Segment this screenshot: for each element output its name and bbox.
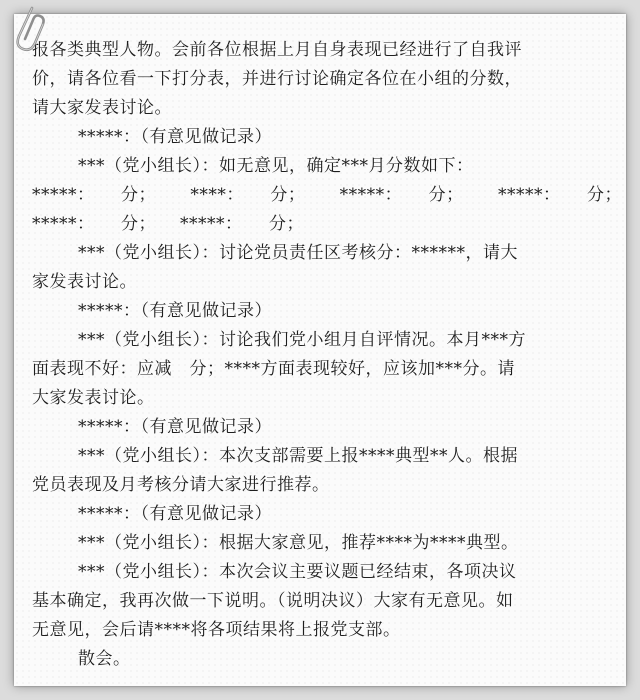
text-line: 家发表讨论。 bbox=[32, 272, 137, 292]
text-line: 散会。 bbox=[78, 649, 131, 669]
text-line: ***（党小组长）：本次支部需要上报****典型**人。根据 bbox=[78, 446, 518, 466]
score-row bbox=[32, 210, 622, 239]
score-cell: *****： 分； bbox=[497, 185, 622, 205]
text-line: ***（党小组长）：根据大家意见，推荐****为****典型。 bbox=[78, 533, 519, 553]
text-line: *****：（有意见做记录） bbox=[78, 417, 272, 437]
text-line: 党员表现及月考核分请大家进行推荐。 bbox=[32, 475, 330, 495]
text-line: 价，请各位看一下打分表，并进行讨论确定各位在小组的分数， bbox=[32, 69, 522, 89]
text-line: ***（党小组长）：讨论我们党小组月自评情况。本月***方 bbox=[78, 330, 526, 350]
text-line: 大家发表讨论。 bbox=[32, 388, 155, 408]
document-body bbox=[32, 36, 622, 674]
text-line: ***（党小组长）：本次会议主要议题已经结束，各项决议 bbox=[78, 562, 517, 582]
text-line: *****：（有意见做记录） bbox=[78, 127, 272, 147]
score-cell: *****： 分； bbox=[180, 214, 304, 234]
score-cell: *****： 分； bbox=[32, 185, 156, 205]
text-line: 无意见，会后请****将各项结果将上报党支部。 bbox=[32, 620, 401, 640]
text-line: 基本确定，我再次做一下说明。（说明决议）大家有无意见。如 bbox=[32, 591, 514, 611]
text-line: 面表现不好：应减 分；****方面表现较好，应该加***分。请 bbox=[32, 359, 515, 379]
text-line: ***（党小组长）：讨论党员责任区考核分：******，请大 bbox=[78, 243, 518, 263]
score-cell: ****： 分； bbox=[190, 185, 306, 205]
text-line: *****：（有意见做记录） bbox=[78, 301, 272, 321]
text-line: ***（党小组长）：如无意见，确定***月分数如下： bbox=[78, 156, 474, 176]
score-row bbox=[32, 181, 622, 210]
text-line: 报各类典型人物。会前各位根据上月自身表现已经进行了自我评 bbox=[32, 40, 522, 60]
score-cell: *****： 分； bbox=[339, 185, 464, 205]
paper-sheet bbox=[14, 14, 626, 686]
text-line: 请大家发表讨论。 bbox=[32, 98, 172, 118]
text-line: *****：（有意见做记录） bbox=[78, 504, 272, 524]
paperclip-icon bbox=[10, 2, 46, 60]
score-cell: *****： 分； bbox=[32, 214, 156, 234]
